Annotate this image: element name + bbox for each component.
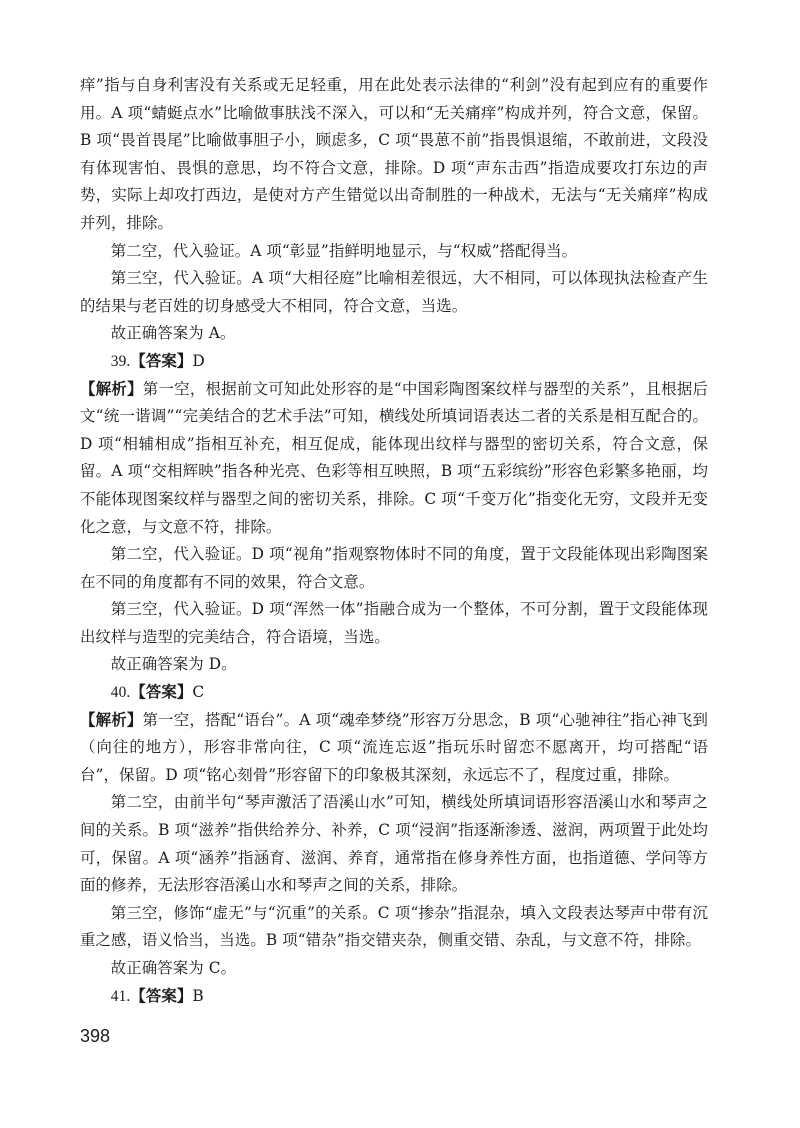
paragraph-second-blank: 第二空，代入验证。D 项“视角”指观察物体时不同的角度，置于文段能体现出彩陶图案在不同的角度都有不同的效果，符合文意。 [80,545,708,591]
answer-number: 40. [110,684,131,702]
paragraph-conclusion: 故正确答案为 C。 [110,959,237,977]
analysis-text: 第一空，根据前文可知此处形容的是“中国彩陶图案纹样与器型的关系”，且根据后文“统一谐调”“完美结合的艺术手法”可知，横线处所填词语表达二者的关系是相互配合的。D 项“相辅相成”指相互补充，相互促成，能体现出纹样与器型的密切关系，符合文意，保留。A 项“交相辉映”指各种光亮、色彩等相互映照，B 项“五彩缤纷”形容色彩繁多艳丽，均不能体现图案纹样与器型之间的密切关系，排除。C 项“千变万化”指变化无穷，文段并无变化之意，与文意不符，排除。 [80,379,709,536]
analysis-text: 第一空，搭配“语台”。A 项“魂牵梦绕”形容万分思念，B 项“心驰神往”指心神飞到（向往的地方），形容非常向往，C 项“流连忘返”指玩乐时留恋不愿离开，均可搭配“语台”，保留。D 项“铭心刻骨”形容留下的印象极其深刻，永远忘不了，程度过重，排除。 [80,710,708,784]
answer-value: C [192,683,205,702]
analysis-40 [80,707,708,790]
paragraph-second-blank: 第二空，由前半句“琴声激活了浯溪山水”可知，横线处所填词语形容浯溪山水和琴声之间的关系。B 项“滋养”指供给养分、补养，C 项“浸润”指逐渐渗透、滋润，两项置于此处均可，保留。A 项“涵养”指涵育、滋润、养育，通常指在修身养性方面，也指道德、学问等方面的修养，无法形容浯溪山水和琴声之间的关系，排除。 [80,793,708,895]
answer-tag: 【答案】 [130,351,193,370]
analysis-39 [80,376,708,542]
paragraph-third-blank: 第三空，代入验证。A 项“大相径庭”比喻相差很远，大不相同，可以体现执法检查产生的结果与老百姓的切身感受大不相同，符合文意，当选。 [80,269,708,315]
answer-value: D [192,351,205,370]
page-body [80,72,708,1010]
answer-39 [80,348,708,376]
page-number: 398 [80,1026,111,1046]
answer-number: 39. [110,352,131,370]
answer-40 [80,679,708,707]
answer-tag: 【答案】 [130,986,193,1005]
analysis-label: 【解析】 [80,710,143,729]
analysis-label: 【解析】 [80,379,143,398]
answer-41 [80,983,708,1011]
paragraph-second-blank: 第二空，代入验证。A 项“彰显”指鲜明地显示，与“权威”搭配得当。 [110,241,578,260]
answer-value: B [192,986,204,1005]
answer-tag: 【答案】 [130,683,193,702]
paragraph-third-blank: 第三空，修饰“虚无”与“沉重”的关系。C 项“掺杂”指混杂，填入文段表达琴声中带有沉重之感，语义恰当，当选。B 项“错杂”指交错夹杂，侧重交错、杂乱，与文意不符，排除。 [80,903,708,950]
paragraph-conclusion: 故正确答案为 D。 [110,655,237,674]
paragraph-third-blank: 第三空，代入验证。D 项“浑然一体”指融合成为一个整体，不可分割，置于文段能体现出纹样与造型的完美结合，符合语境，当选。 [80,600,708,646]
paragraph-conclusion: 故正确答案为 A。 [110,324,236,343]
answer-number: 41. [110,987,131,1005]
paragraph-continuation: 痒”指与自身利害没有关系或无足轻重，用在此处表示法律的“利剑”没有起到应有的重要作用。A 项“蜻蜓点水”比喻做事肤浅不深入，可以和“无关痛痒”构成并列，符合文意，保留。B 项“畏首畏尾”比喻做事胆子小，顾虑多，C 项“畏葸不前”指畏惧退缩，不敢前进，文段没有体现害怕、畏惧的意思，均不符合文意，排除。D 项“声东击西”指造成要攻打东边的声势，实际上却攻打西边，是使对方产生错觉以出奇制胜的一种战术，无法与“无关痛痒”构成并列，排除。 [80,76,708,232]
